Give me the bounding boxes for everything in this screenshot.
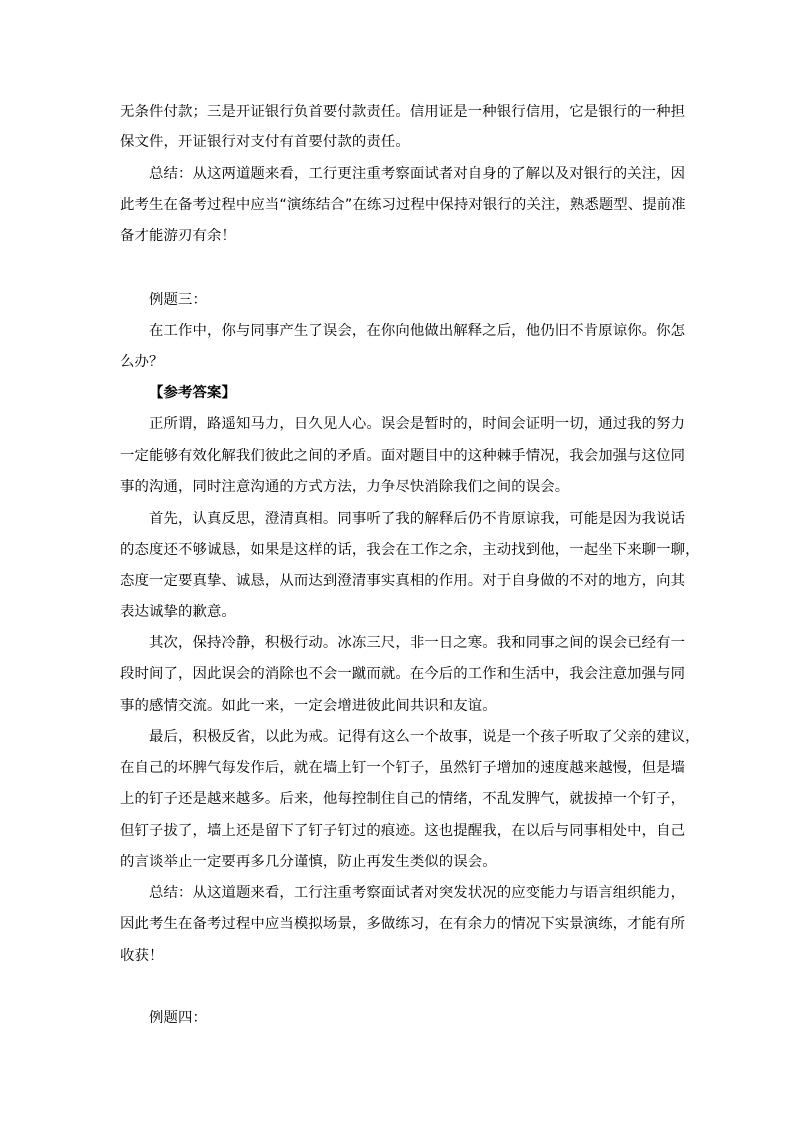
text-line: 事的感情交流。如此一来，一定会增进彼此间共识和友谊。 [120,698,497,714]
text-line: 事的沟通，同时注意沟通的方式方法，力争尽快消除我们之间的误会。 [120,479,570,495]
text-line: 但钉子拔了，墙上还是留下了钉子钉过的痕迹。这也提醒我，在以后与同事相处中，自己 [120,823,686,839]
answer-heading: 【参考答案】 [149,385,236,401]
text-line: 保文件，开证银行对支付有首要付款的责任。 [120,134,410,150]
text-line: 在工作中，你与同事产生了误会，在你向他做出解释之后，他仍旧不肯原谅你。你怎 [149,323,686,339]
text-line: 表达诚挚的歉意。 [120,604,236,620]
text-line: 段时间了，因此误会的消除也不会一蹴而就。在今后的工作和生活中，我会注意加强与同 [120,666,686,682]
text-line: 正所谓，路遥知马力，日久见人心。误会是暂时的，时间会证明一切，通过我的努力 [149,416,686,432]
text-line: 在自己的坏脾气每发作后，就在墙上钉一个钉子，虽然钉子增加的速度越来越慢，但是墙 [120,760,686,776]
text-line: 因此考生在备考过程中应当模拟场景，多做练习，在有余力的情况下实景演练，才能有所 [120,916,686,932]
text-line: 收获！ [120,948,164,964]
text-line: 最后，积极反省，以此为戒。记得有这么一个故事，说是一个孩子听取了父亲的建议， [149,729,700,745]
text-line: 此考生在备考过程中应当“演练结合”在练习过程中保持对银行的关注，熟悉题型、提前准 [120,197,686,213]
text-line: 么办？ [120,354,164,370]
text-line: 其次，保持冷静，积极行动。冰冻三尺，非一日之寒。我和同事之间的误会已经有一 [149,635,686,651]
text-line: 首先，认真反思，澄清真相。同事听了我的解释后仍不肯原谅我，可能是因为我说话 [149,511,686,527]
text-line: 的言谈举止一定要再多几分谨慎，防止再发生类似的误会。 [120,854,497,870]
example-heading: 例题四： [149,1010,207,1026]
text-line: 上的钉子还是越来越多。后来，他每控制住自己的情绪，不乱发脾气，就拔掉一个钉子， [120,791,686,807]
text-line: 的态度还不够诚恳，如果是这样的话，我会在工作之余，主动找到他，一起坐下来聊一聊， [120,542,700,558]
example-heading: 例题三： [149,292,207,308]
text-line: 备才能游刃有余！ [120,228,236,244]
text-line: 一定能够有效化解我们彼此之间的矛盾。面对题目中的这种棘手情况，我会加强与这位同 [120,448,686,464]
text-line: 总结：从这道题来看，工行注重考察面试者对突发状况的应变能力与语言组织能力， [149,885,686,901]
text-line: 无条件付款；三是开证银行负首要付款责任。信用证是一种银行信用，它是银行的一种担 [120,104,686,120]
text-line: 态度一定要真挚、诚恳，从而达到澄清事实真相的作用。对于自身做的不对的地方，向其 [120,573,686,589]
text-line: 总结：从这两道题来看，工行更注重考察面试者对自身的了解以及对银行的关注，因 [149,166,686,182]
